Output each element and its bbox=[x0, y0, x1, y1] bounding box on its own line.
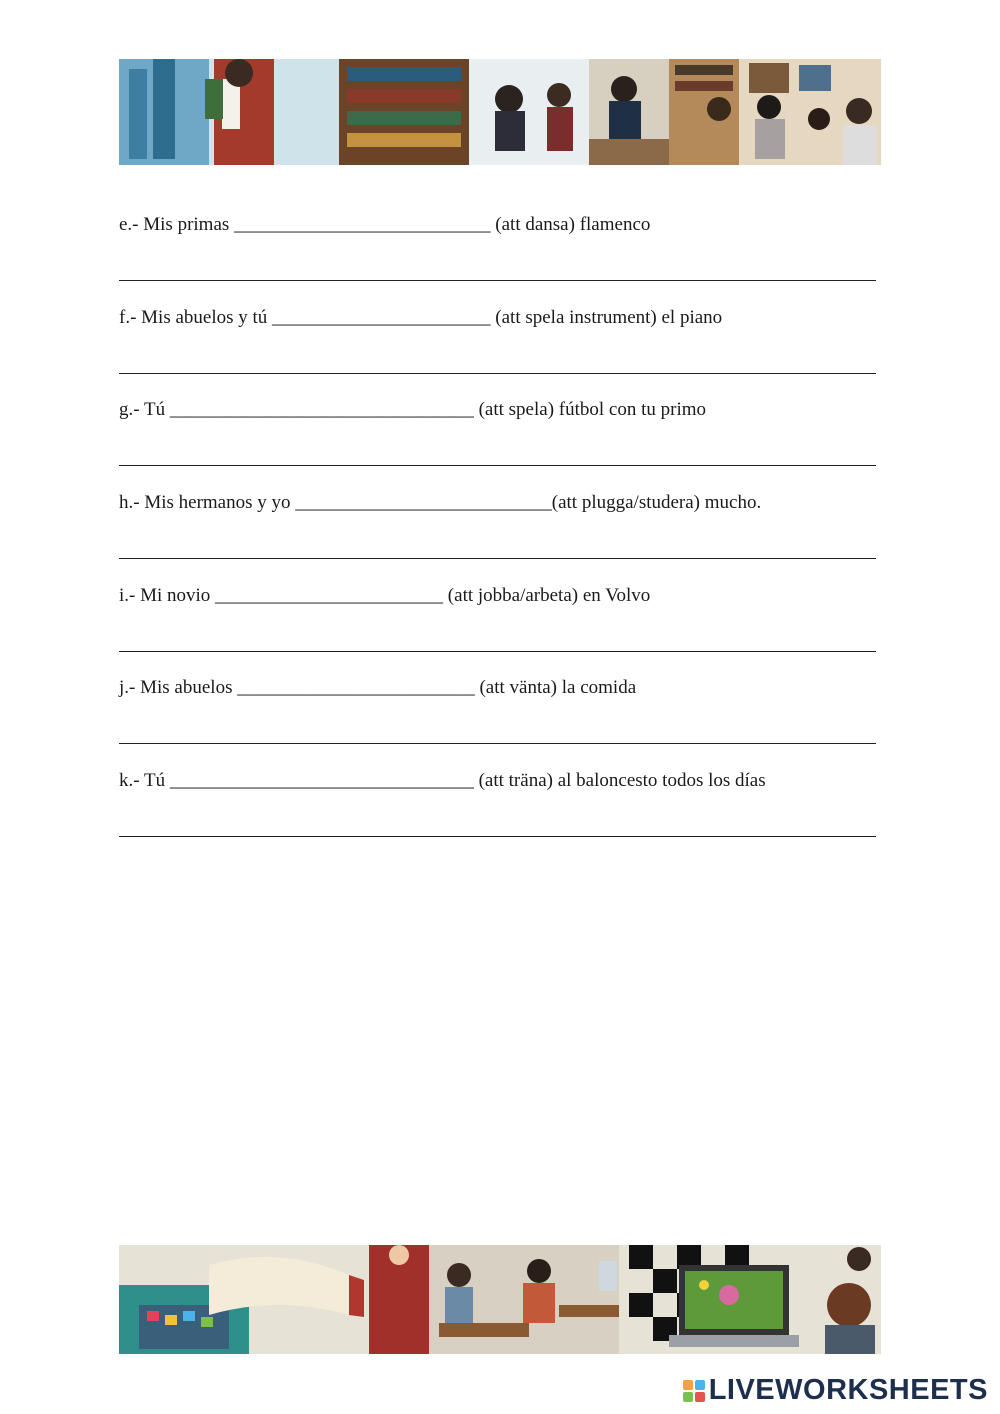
exercise-prompt: f.- Mis abuelos y tú _______________________ (att spela instrument) el piano bbox=[119, 307, 723, 328]
bottom-banner-image bbox=[119, 1245, 881, 1354]
logo-square bbox=[683, 1380, 693, 1390]
exercise-i bbox=[119, 585, 876, 607]
answer-input[interactable] bbox=[119, 714, 880, 742]
exercise-prompt: i.- Mi novio ________________________ (att jobba/arbeta) en Volvo bbox=[119, 585, 651, 606]
top-banner-image bbox=[119, 59, 881, 165]
exercise-prompt: e.- Mis primas ___________________________ (att dansa) flamenco bbox=[119, 214, 651, 235]
exercise-j bbox=[119, 677, 876, 699]
answer-line bbox=[119, 836, 876, 837]
exercise-k bbox=[119, 770, 876, 792]
exercise-f bbox=[119, 307, 876, 329]
exercise-e bbox=[119, 214, 876, 236]
exercise-prompt: j.- Mis abuelos _________________________ (att vänta) la comida bbox=[119, 677, 637, 698]
answer-line bbox=[119, 465, 876, 466]
answer-line bbox=[119, 743, 876, 744]
answer-line bbox=[119, 651, 876, 652]
exercise-h bbox=[119, 492, 876, 514]
answer-input[interactable] bbox=[119, 436, 880, 464]
logo-square bbox=[683, 1392, 693, 1402]
answer-input[interactable] bbox=[119, 622, 880, 650]
brand-name: LIVEWORKSHEETS bbox=[708, 1374, 988, 1406]
exercise-prompt: k.- Tú ________________________________ (att träna) al baloncesto todos los días bbox=[119, 770, 766, 791]
answer-input[interactable] bbox=[119, 344, 880, 372]
answer-input[interactable] bbox=[119, 251, 880, 279]
answer-line bbox=[119, 280, 876, 281]
logo-square bbox=[695, 1380, 705, 1390]
answer-line bbox=[119, 558, 876, 559]
exercise-prompt: h.- Mis hermanos y yo ___________________________(att plugga/studera) mucho. bbox=[119, 492, 762, 513]
exercise-prompt: g.- Tú ________________________________ (att spela) fútbol con tu primo bbox=[119, 399, 707, 420]
logo-square bbox=[695, 1392, 705, 1402]
exercise-g bbox=[119, 399, 876, 421]
liveworksheets-logo-icon bbox=[683, 1380, 705, 1402]
answer-input[interactable] bbox=[119, 529, 880, 557]
liveworksheets-logo[interactable] bbox=[683, 1374, 988, 1407]
answer-line bbox=[119, 373, 876, 374]
answer-input[interactable] bbox=[119, 807, 880, 835]
